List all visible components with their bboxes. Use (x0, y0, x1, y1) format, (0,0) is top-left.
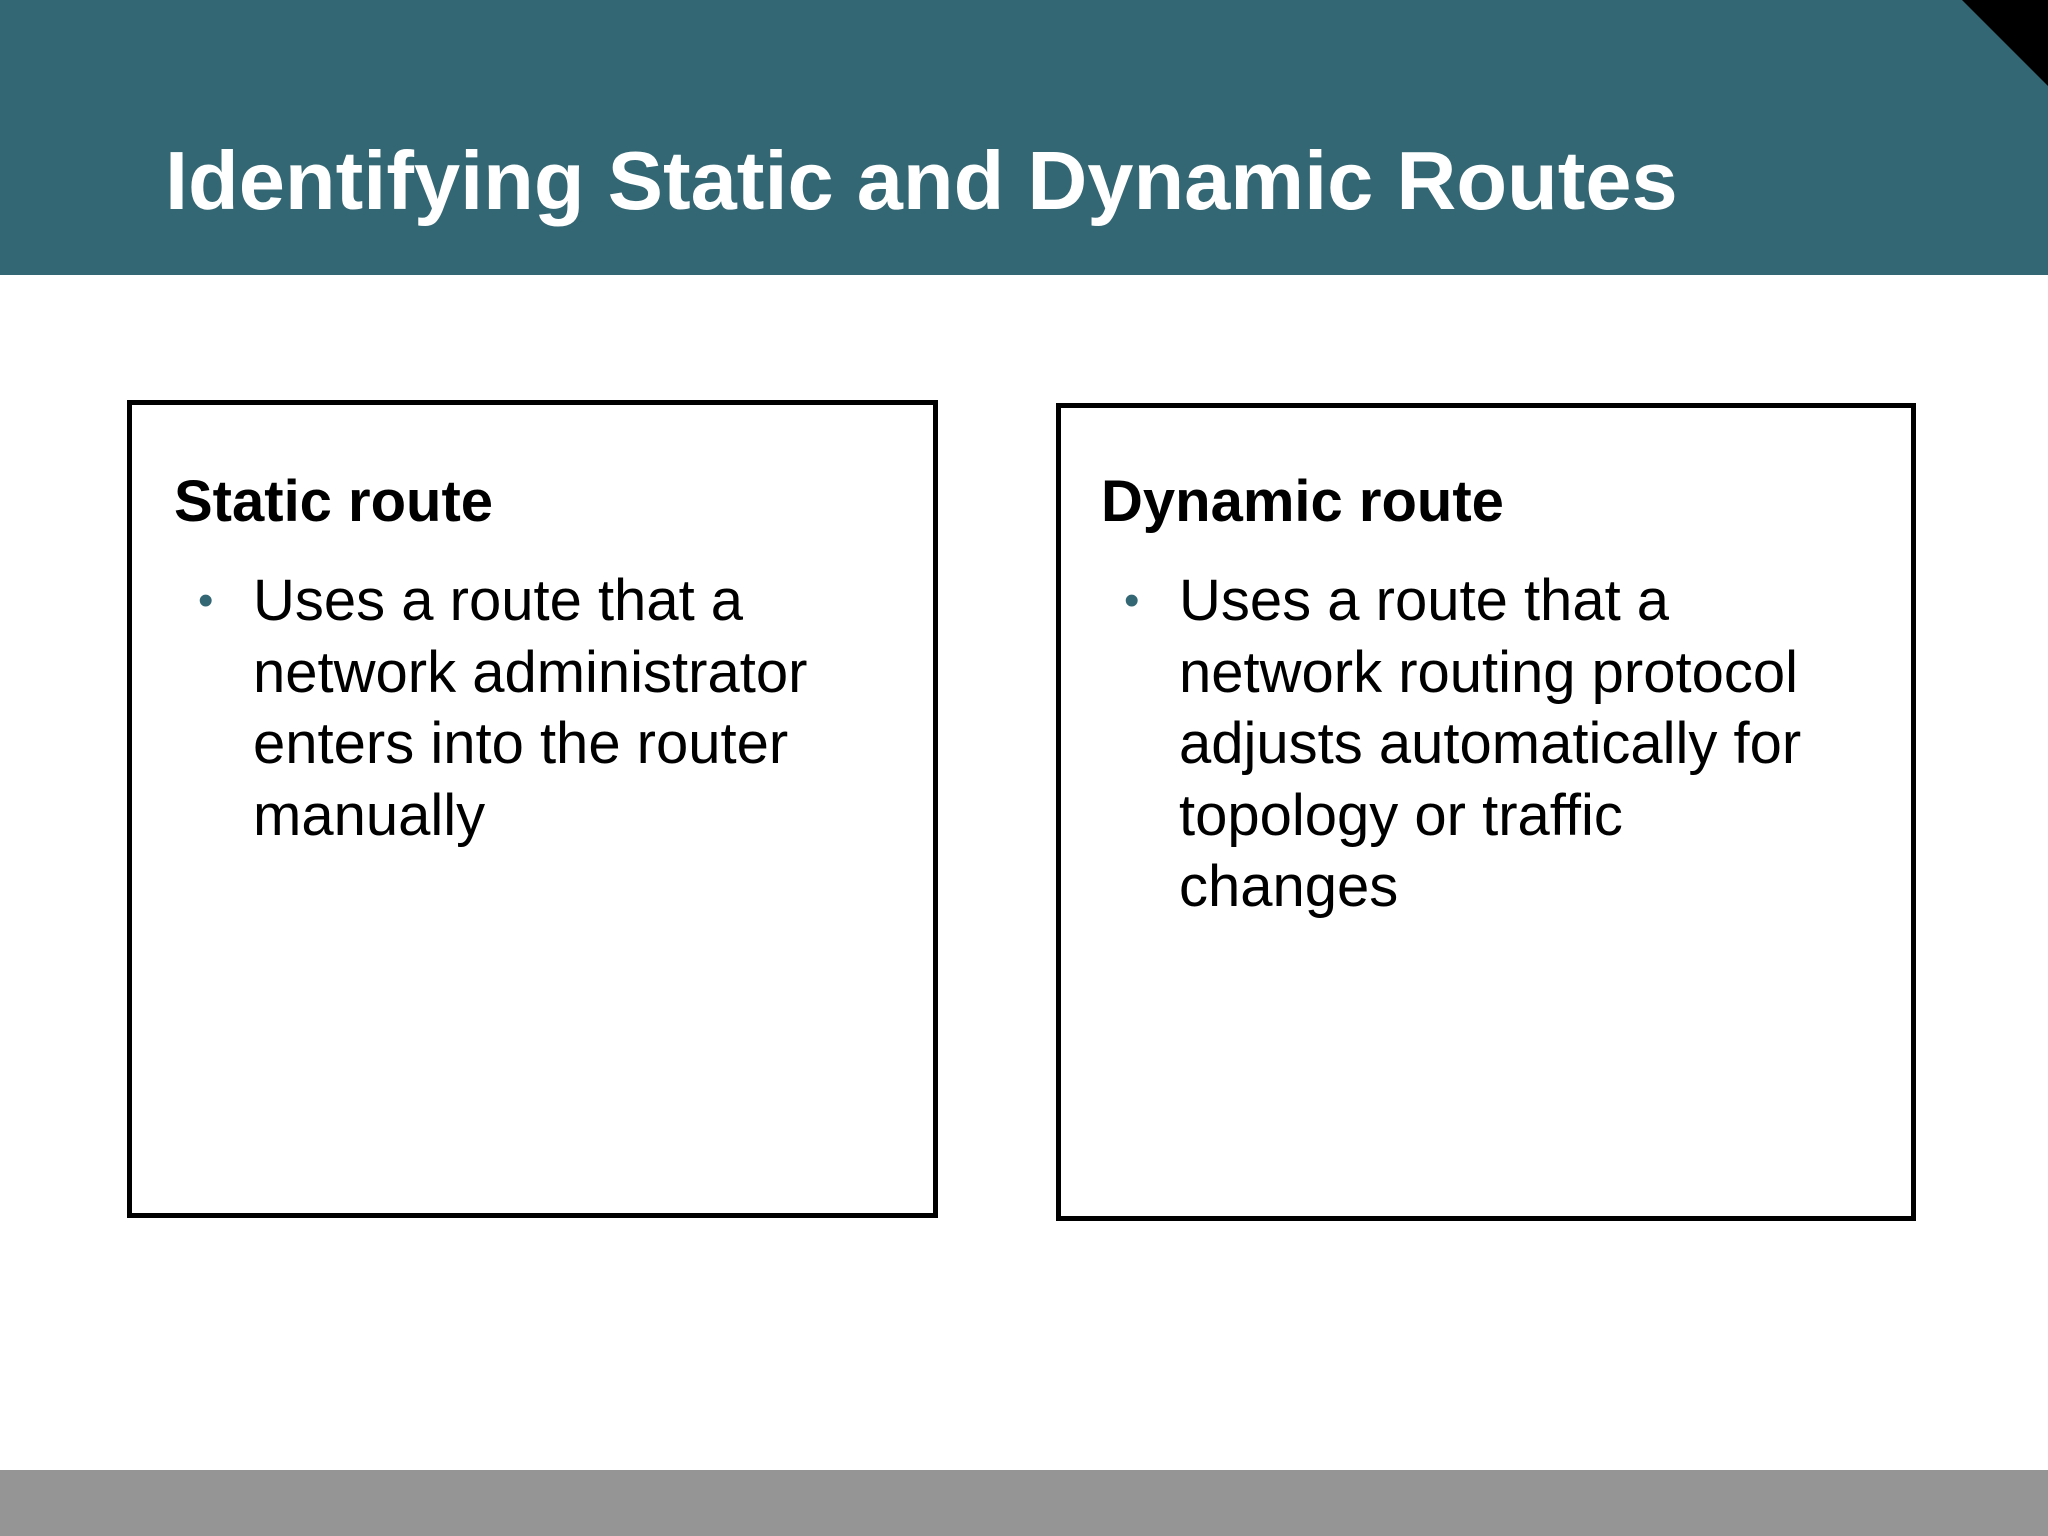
description-line: Uses a route that a (253, 568, 744, 633)
description-line: adjusts automatically for (1179, 711, 1802, 776)
static-route-card (127, 400, 938, 1218)
static-route-bullet-item (198, 565, 918, 851)
description-line: Uses a route that a (1179, 568, 1670, 633)
dynamic-route-bullets (1124, 565, 1904, 923)
description-line: changes (1179, 854, 1399, 919)
description-line: network administrator (253, 639, 808, 705)
static-route-description (253, 565, 918, 851)
description-line: network routing protocol (1179, 639, 1798, 705)
description-line: enters into the router (253, 711, 789, 776)
footer-bar (0, 1470, 2048, 1536)
dynamic-route-card (1056, 403, 1916, 1221)
bullet-dot-icon: • (198, 576, 214, 625)
static-route-bullets (198, 565, 918, 851)
dynamic-route-description (1179, 565, 1904, 923)
description-line: topology or traffic (1179, 782, 1623, 848)
static-route-heading: Static route (174, 469, 494, 534)
description-line: manually (253, 782, 486, 848)
bullet-dot-icon: • (1124, 576, 1140, 625)
slide-title: Identifying Static and Dynamic Routes (165, 134, 1678, 227)
dynamic-route-bullet-item (1124, 565, 1904, 923)
dynamic-route-heading: Dynamic route (1101, 469, 1504, 534)
